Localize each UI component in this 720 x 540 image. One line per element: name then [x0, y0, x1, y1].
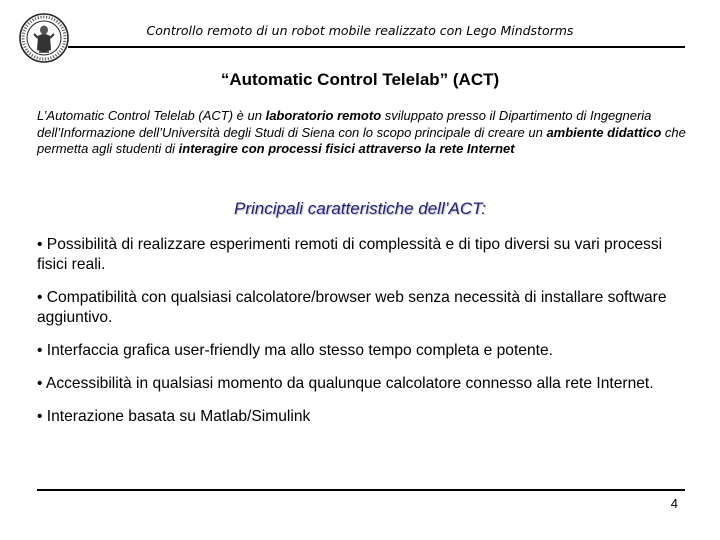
feature-item: • Accessibilità in qualsiasi momento da qualunque calcolatore connesso alla rete Internet. [37, 375, 654, 392]
feature-item: • Compatibilità con qualsiasi calcolatore/browser web senza necessità di installare software aggiuntivo. [37, 289, 667, 326]
intro-text: sviluppato presso il Dipartimento di Ingegneria dell’Informazione dell’Università degli Studi di Siena con lo scopo principale di creare un [37, 108, 652, 140]
page-title: “Automatic Control Telelab” (ACT) [220, 70, 500, 89]
intro-emphasis-didactic: ambiente didattico [546, 124, 662, 140]
feature-item: • Interazione basata su Matlab/Simulink [37, 408, 311, 425]
intro-emphasis-interaction: interagire con processi fisici attraverso la rete Internet [178, 141, 515, 156]
intro-paragraph [37, 108, 687, 158]
intro-emphasis-remote-lab: laboratorio remoto [265, 108, 382, 123]
university-seal-icon [18, 12, 70, 64]
running-header: Controllo remoto di un robot mobile realizzato con Lego Mindstorms [146, 23, 574, 38]
feature-item: • Interfaccia grafica user-friendly ma allo stesso tempo completa e potente. [37, 342, 553, 359]
intro-text: che permetta agli studenti di [37, 124, 686, 156]
page-number: 4 [670, 496, 678, 511]
footer-divider [37, 489, 685, 491]
section-subtitle: Principali caratteristiche dell’ACT: [234, 199, 486, 218]
header-divider [68, 46, 685, 48]
feature-item: • Possibilità di realizzare esperimenti remoti di complessità e di tipo diversi su vari processi fisici reali. [37, 236, 663, 273]
features-list [37, 235, 692, 440]
intro-text: L’Automatic Control Telelab (ACT) è un [37, 108, 266, 123]
